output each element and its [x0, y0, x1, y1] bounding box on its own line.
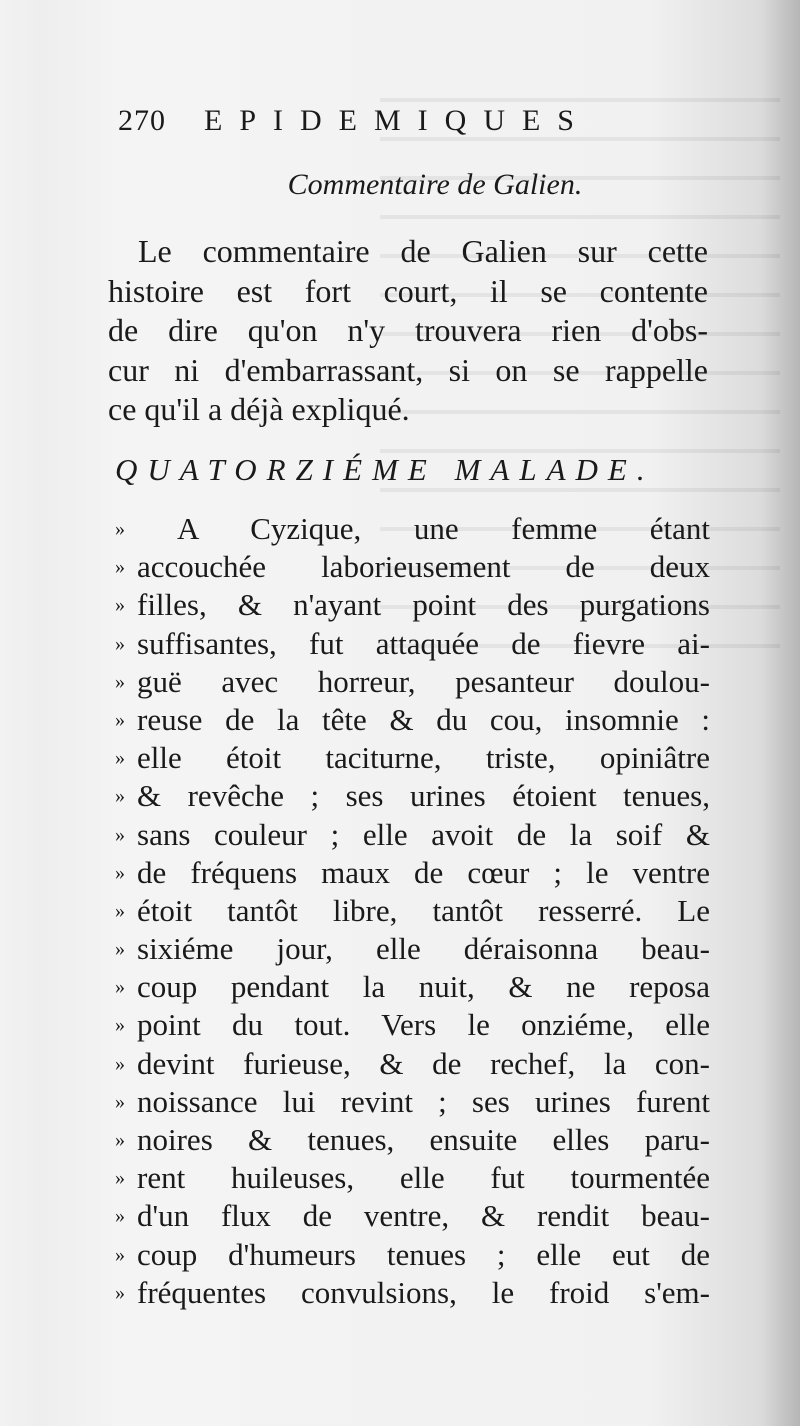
- quote-mark: »: [115, 1167, 125, 1190]
- quote-mark: »: [115, 632, 125, 655]
- quoted-line: [115, 625, 710, 663]
- commentary-line: Le commentaire de Galien sur cette: [138, 233, 708, 269]
- quoted-line: [115, 1197, 710, 1235]
- quoted-line-text: coup pendant la nuit, & ne reposa: [137, 969, 710, 1005]
- commentary-line: ce qu'il a déjà expliqué.: [108, 391, 410, 427]
- quoted-line-text: noissance lui revint ; ses urines furent: [137, 1083, 710, 1119]
- quote-mark: »: [115, 1052, 125, 1075]
- quoted-line: [115, 548, 710, 586]
- page-edge-shadow: [760, 0, 800, 1426]
- page-number: 270: [118, 104, 166, 137]
- quoted-line: [115, 1159, 710, 1197]
- quoted-line-text: filles, & n'ayant point des purgations: [137, 587, 710, 623]
- quoted-line: [115, 816, 710, 854]
- quote-mark: »: [115, 556, 125, 579]
- quote-mark: »: [115, 747, 125, 770]
- case-quotation: [115, 510, 710, 1312]
- quote-mark: »: [115, 1205, 125, 1228]
- quoted-line: [115, 777, 710, 815]
- quoted-line-text: sixiéme jour, elle déraisonna beau-: [137, 931, 710, 967]
- quoted-line-text: reuse de la tête & du cou, insomnie :: [137, 701, 710, 737]
- quote-mark: »: [115, 861, 125, 884]
- quote-mark: »: [115, 1129, 125, 1151]
- quoted-line-text: suffisantes, fut attaquée de fievre ai-: [137, 625, 710, 661]
- quoted-line: [115, 1045, 710, 1083]
- section-heading: QUATORZIÉME MALADE.: [115, 452, 655, 487]
- quoted-line: [115, 892, 710, 930]
- quoted-line-text: d'un flux de ventre, & rendit beau-: [137, 1198, 710, 1234]
- quoted-line-text: elle étoit taciturne, triste, opiniâtre: [137, 740, 710, 776]
- quote-mark: »: [115, 708, 125, 731]
- quoted-line-text: & revêche ; ses urines étoient tenues,: [137, 778, 710, 814]
- quote-mark: »: [115, 1281, 125, 1304]
- quoted-line: [115, 854, 710, 892]
- quote-mark: »: [115, 1014, 125, 1037]
- quoted-line: [115, 1006, 710, 1044]
- quoted-line-text: noires & tenues, ensuite elles paru-: [137, 1122, 710, 1157]
- quoted-line-text: étoit tantôt libre, tantôt resserré. Le: [137, 892, 710, 928]
- quote-mark: »: [115, 518, 125, 540]
- quoted-line-text: devint furieuse, & de rechef, la con-: [137, 1045, 710, 1081]
- commentary-line: de dire qu'on n'y trouvera rien d'obs-: [108, 312, 708, 348]
- quoted-line: [115, 510, 710, 548]
- running-title: EPIDEMIQUES: [204, 104, 591, 137]
- running-head: [118, 104, 718, 144]
- commentary-line: cur ni d'embarrassant, si on se rappelle: [108, 351, 708, 388]
- quote-mark: »: [115, 899, 125, 922]
- quoted-line-text: de fréquens maux de cœur ; le ventre: [137, 854, 710, 890]
- commentary-paragraph: [108, 232, 708, 430]
- quote-mark: »: [115, 670, 125, 693]
- quote-mark: »: [115, 1243, 125, 1266]
- quote-mark: »: [115, 976, 125, 999]
- quote-mark: »: [115, 1090, 125, 1113]
- quoted-line-text: point du tout. Vers le onziéme, elle: [137, 1007, 710, 1043]
- quoted-line-text: accouchée laborieusement de deux: [137, 549, 710, 585]
- quoted-line: [115, 1121, 710, 1159]
- commentary-heading: Commentaire de Galien.: [287, 168, 583, 201]
- quoted-line-text: guë avec horreur, pesanteur doulou-: [137, 663, 710, 699]
- quote-mark: »: [115, 823, 125, 846]
- quoted-line-text: sans couleur ; elle avoit de la soif &: [137, 816, 710, 852]
- quoted-line: [115, 1083, 710, 1121]
- quoted-line-text: rent huileuses, elle fut tourmentée: [137, 1160, 710, 1196]
- quote-mark: »: [115, 594, 125, 617]
- quoted-line: [115, 1236, 710, 1274]
- quoted-line: [115, 739, 710, 777]
- quoted-line-text: coup d'humeurs tenues ; elle eut de: [137, 1236, 710, 1272]
- quote-mark: »: [115, 938, 125, 961]
- quoted-line: [115, 1274, 710, 1312]
- quoted-line: [115, 586, 710, 624]
- quote-mark: »: [115, 785, 125, 808]
- quoted-line: [115, 663, 710, 701]
- quoted-line-text: fréquentes convulsions, le froid s'em-: [137, 1274, 710, 1310]
- quoted-line: [115, 930, 710, 968]
- quoted-line: [115, 968, 710, 1006]
- quoted-line: [115, 701, 710, 739]
- commentary-line: histoire est fort court, il se contente: [108, 272, 708, 309]
- quoted-line-text: A Cyzique, une femme étant: [177, 511, 710, 546]
